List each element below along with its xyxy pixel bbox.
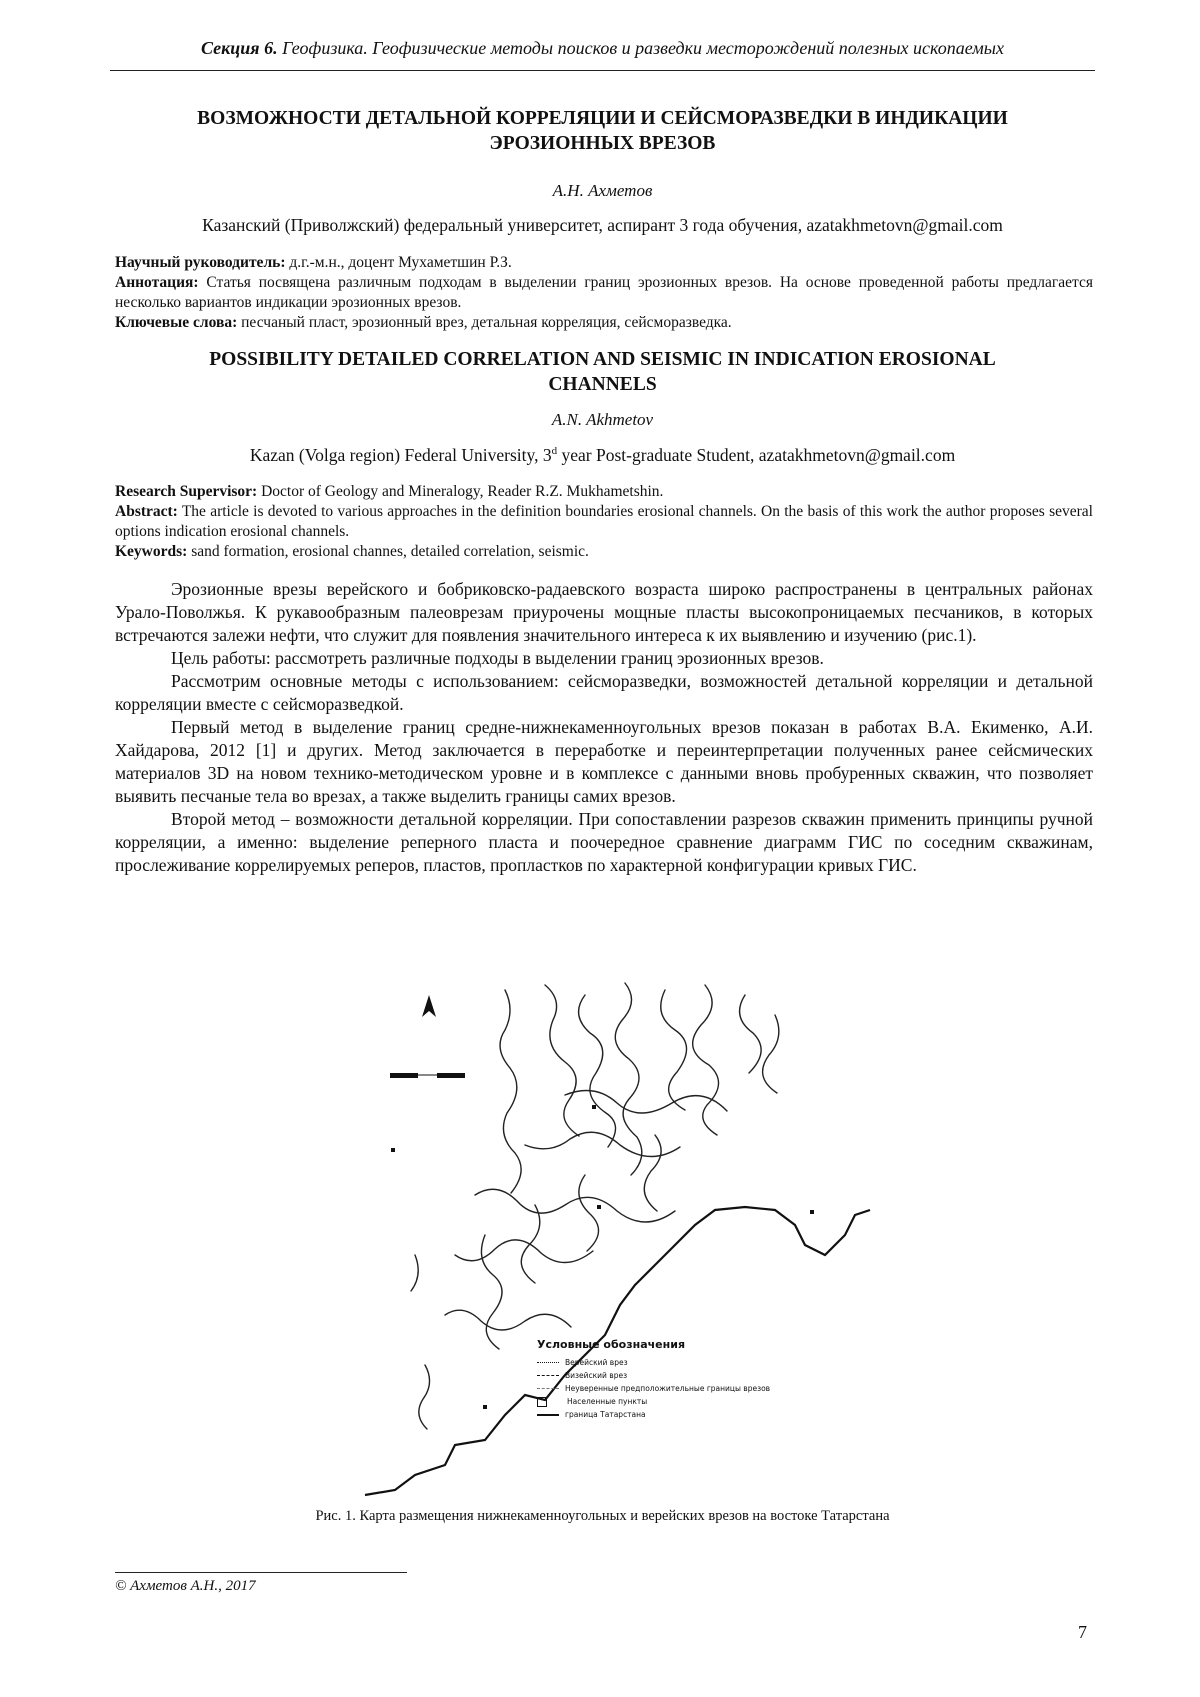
ru-author: А.Н. Ахметов (552, 181, 653, 200)
wavy-line-icon (537, 1375, 559, 1376)
body-paragraph-3: Рассмотрим основные методы с использованием: сейсморазведки, возможностей детальной корреляции и детальной корреляции вместе с сейсморазведкой. (115, 671, 1093, 714)
solid-line-icon (537, 1414, 559, 1416)
ru-title (110, 106, 1095, 156)
figure-caption: Рис. 1. Карта размещения нижнекаменноугольных и верейских врезов на востоке Татарстана (315, 1508, 890, 1524)
en-affiliation-b: year Post-graduate Student, azatakhmetovn@gmail.com (557, 445, 956, 465)
legend-title: Условные обозначения (537, 1338, 686, 1351)
en-affiliation-a: Kazan (Volga region) Federal University, 3 (249, 445, 552, 465)
channel-map (355, 955, 875, 1505)
legend-item-3: Неуверенные предположительные границы врезов (565, 1384, 771, 1393)
ru-supervisor-label: Научный руководитель: (115, 254, 286, 271)
en-keywords-text: sand formation, erosional channes, detailed correlation, seismic. (191, 543, 589, 560)
footnote-rule (115, 1572, 407, 1573)
ru-abstract-text: Статья посвящена различным подходам в выделении границ эрозионных врезов. На основе проведенной работы предлагается несколько вариантов индикации эрозионных врезов. (115, 274, 1094, 311)
ru-abstract (115, 273, 1093, 313)
dotted-line-icon (537, 1362, 559, 1363)
legend-item-2: Визейский врез (565, 1371, 628, 1380)
en-supervisor-label: Research Supervisor: (115, 483, 258, 500)
ru-title-line1: ВОЗМОЖНОСТИ ДЕТАЛЬНОЙ КОРРЕЛЯЦИИ И СЕЙСМОРАЗВЕДКИ В ИНДИКАЦИИ (197, 108, 1008, 129)
north-arrow-icon (422, 995, 436, 1017)
ru-supervisor (115, 253, 1093, 273)
legend-item-1: Верейский врез (565, 1358, 628, 1367)
en-keywords (115, 542, 1093, 562)
legend-row-vereian (537, 1356, 797, 1369)
en-affiliation-sup: d (551, 445, 558, 458)
en-author: A.N. Akhmetov (551, 410, 654, 429)
scale-bar (390, 1073, 465, 1078)
map-legend (537, 1338, 797, 1421)
section-label: Секция 6. (201, 38, 278, 58)
en-title (110, 347, 1095, 397)
en-keywords-label: Keywords: (115, 543, 188, 560)
en-meta (115, 482, 1093, 562)
en-supervisor-text: Doctor of Geology and Mineralogy, Reader R.Z. Mukhametshin. (261, 483, 664, 500)
ru-keywords-label: Ключевые слова: (115, 314, 238, 331)
header-rule (110, 70, 1095, 71)
body-paragraph-1: Эрозионные врезы верейского и бобриковско-радаевского возраста широко распространены в центральных районах Урало-Поволжья. К рукавообразным палеоврезам приурочены мощные пласты высокопроницаемых песчаников, в которых встречаются залежи нефти, что служит для появления значительного интереса к их выявлению и изучению (рис.1). (115, 579, 1093, 645)
body-paragraph-4: Первый метод в выделение границ средне-нижнекаменноугольных врезов показан в работах В.А. Екименко, А.И. Хайдарова, 2012 [1] и других. Метод заключается в переработке и переинтерпретации полученных ранее сейсмических материалов 3D на новом технико-методическом уровне и в комплексе с данными вновь пробуренных скважин, что позволяет выявить песчаные тела во врезах, а также выделить границы самих врезов. (115, 717, 1093, 806)
en-abstract-label: Abstract: (115, 503, 178, 520)
ru-supervisor-text: д.г.-м.н., доцент Мухаметшин Р.З. (289, 254, 512, 271)
ru-keywords (115, 313, 1093, 333)
en-abstract-text: The article is devoted to various approaches in the definition boundaries erosional channels. On the basis of this work the author proposes several options indication erosional channels. (115, 503, 1093, 540)
legend-row-uncertain (537, 1382, 797, 1395)
body-paragraph-2: Цель работы: рассмотреть различные подходы в выделении границ эрозионных врезов. (171, 648, 824, 668)
running-head (110, 38, 1095, 59)
en-supervisor (115, 482, 1093, 502)
en-affiliation (110, 445, 1095, 466)
legend-row-settlements (537, 1395, 797, 1408)
legend-item-5: граница Татарстана (565, 1410, 646, 1419)
figure-map (355, 955, 875, 1505)
ru-affiliation: Казанский (Приволжский) федеральный университет, аспирант 3 года обучения, azatakhmetovn@gmail.com (202, 215, 1003, 235)
ru-title-line2: ЭРОЗИОННЫХ ВРЕЗОВ (489, 133, 716, 154)
legend-item-4: Населенные пункты (567, 1397, 648, 1406)
legend-row-boundary (537, 1408, 797, 1421)
body-text (115, 578, 1093, 877)
copyright: © Ахметов А.Н., 2017 (115, 1578, 256, 1594)
en-abstract (115, 502, 1093, 542)
ru-meta (115, 253, 1093, 333)
ru-keywords-text: песчаный пласт, эрозионный врез, детальная корреляция, сейсморазведка. (241, 314, 732, 331)
ru-abstract-label: Аннотация: (115, 274, 199, 291)
page-number: 7 (1078, 1622, 1087, 1642)
body-paragraph-5: Второй метод – возможности детальной корреляции. При сопоставлении разрезов скважин применить принципы ручной корреляции, а именно: выделение реперного пласта и поочередное сравнение диаграмм ГИС по соседним скважинам, прослеживание коррелируемых реперов, пластов, пропластков по характерной конфигурации кривых ГИС. (115, 809, 1093, 875)
dashed-line-icon (537, 1388, 559, 1389)
en-title-line1: POSSIBILITY DETAILED CORRELATION AND SEISMIC IN INDICATION EROSIONAL (209, 349, 996, 370)
settlement-icon (537, 1397, 547, 1407)
section-text: Геофизика. Геофизические методы поисков и разведки месторождений полезных ископаемых (282, 38, 1004, 58)
legend-row-visean (537, 1369, 797, 1382)
en-title-line2: CHANNELS (548, 374, 657, 395)
